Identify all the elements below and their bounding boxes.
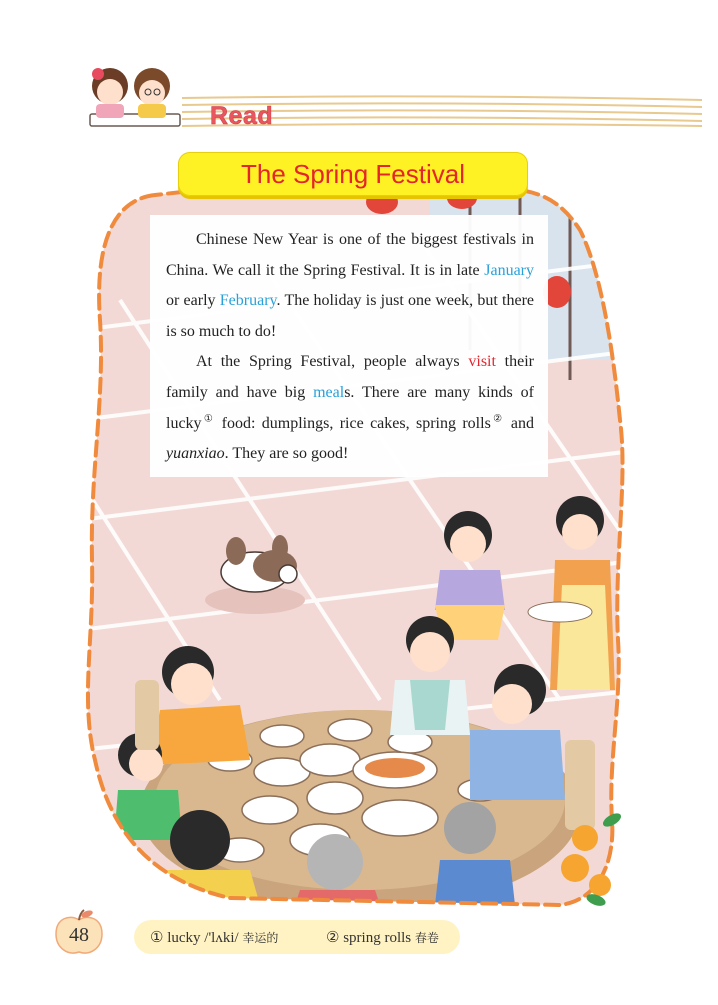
footnote-1-mark: ①: [150, 930, 164, 946]
vocab-january: January: [484, 261, 534, 279]
footnote-2-word: spring rolls: [343, 930, 412, 946]
paragraph-2: [166, 347, 534, 469]
footnote-2-mark: ②: [326, 930, 340, 946]
text-run: . They are so good!: [224, 445, 349, 463]
footnote-bar: [134, 920, 460, 954]
footnote-1: [150, 928, 278, 947]
page-number: 48: [69, 924, 89, 946]
footnote-2: [326, 928, 439, 947]
section-label: Read: [210, 102, 274, 130]
footnote-1-meaning: 幸运的: [242, 931, 279, 945]
text-run: . The holiday is just one week, but there is so much to do!: [166, 292, 534, 340]
text-run: Chinese New Year is one of the biggest festivals in China. We call it the Spring Festival. It is in late: [166, 231, 534, 279]
vocab-meal: meal: [313, 383, 345, 401]
page-number-badge: [52, 908, 106, 958]
text-run: their family and have big: [166, 353, 534, 401]
footnote-2-meaning: 春卷: [414, 931, 439, 945]
section-header: [82, 62, 642, 134]
page-title: The Spring Festival: [241, 158, 465, 189]
yuanxiao-term: yuanxiao: [166, 445, 225, 463]
reading-passage: [150, 215, 548, 477]
footnote-marker-2: ②: [490, 413, 505, 425]
title-banner: [178, 152, 528, 196]
footnote-1-word: lucky: [167, 930, 201, 946]
text-run: and: [504, 414, 534, 432]
text-run: or early: [166, 292, 220, 310]
reading-kids-icon: [82, 62, 192, 130]
text-run: At the Spring Festival, people always: [196, 353, 469, 371]
text-run: s. There are many kinds of lucky: [166, 383, 535, 432]
footnote-marker-1: ①: [201, 413, 216, 425]
vocab-february: February: [219, 292, 277, 310]
footnote-1-phonetic: /'lʌki/: [204, 930, 239, 946]
paragraph-1: [166, 225, 534, 347]
vocab-visit: visit: [468, 353, 496, 371]
text-run: food: dumplings, rice cakes, spring rolls: [215, 414, 491, 432]
